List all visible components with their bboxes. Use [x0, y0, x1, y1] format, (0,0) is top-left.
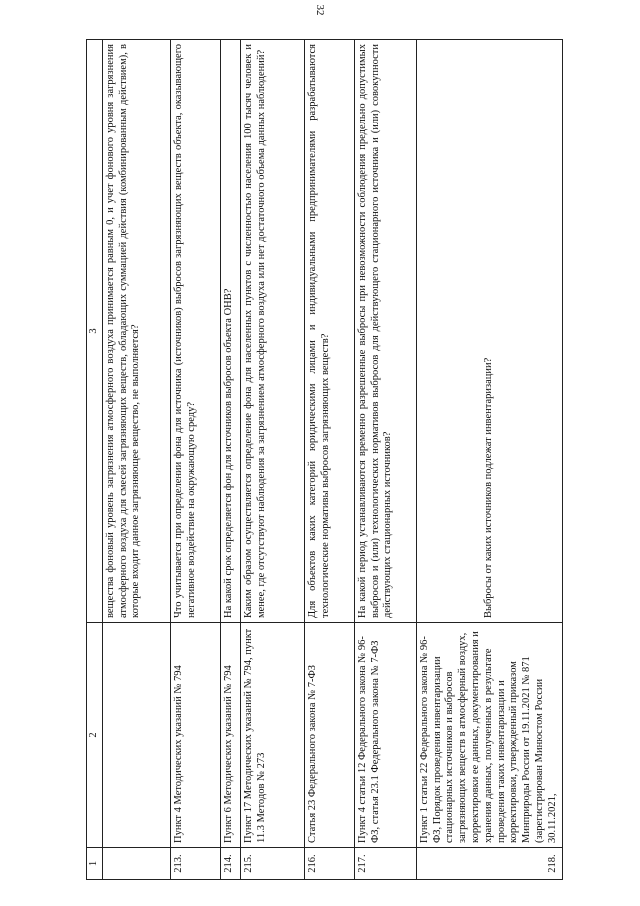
- row-legal-basis: Пункт 4 Методических указаний № 794: [170, 623, 220, 848]
- table-header-row: [87, 40, 103, 880]
- table-row: [304, 40, 354, 880]
- row-legal-basis: Пункт 1 статьи 22 Федерального закона № 96-ФЗ, Порядок проведения инвентаризации стационарных источников и выбросов загрязняющих веществ в атмосферный воздух, корректировки ее данных, документирования и хранения данных, полученных в результате проведения таких инвентаризации и корректировки, утвержденный приказом Минприроды России от 19.11.2021 № 871 (зарегистрирован Минюстом России 30.11.2021,: [416, 623, 562, 848]
- table-row: [354, 40, 416, 880]
- header-col-3: 3: [87, 40, 103, 623]
- row-legal-basis: Пункт 17 Методических указаний № 794, пункт 11.3 Методов № 273: [240, 623, 304, 848]
- row-question: Что учитывается при определении фона для источника (источников) выбросов загрязняющих веществ объекта, оказывающего негативное воздействие на окружающую среду?: [170, 40, 220, 623]
- page-number: 32: [314, 4, 326, 16]
- row-question: Каким образом осуществляется определение фона для населенных пунктов с численностью населения 100 тысяч человек и менее, где отсутствуют наблюдения за загрязнением атмосферного воздуха или нет достаточного объема данных наблюдений?: [240, 40, 304, 623]
- header-col-2: 2: [87, 623, 103, 848]
- row-legal-basis: [102, 623, 170, 848]
- row-question: вещества фоновый уровень загрязнения атмосферного воздуха принимается равным 0, и учет фонового уровня загрязнения атмосферного воздуха для смесей загрязняющих веществ, обладающих суммацией действия (комбинированным действием), в которые входит данное загрязняющее вещество, не выполняется?: [102, 40, 170, 623]
- table-row: [240, 40, 304, 880]
- header-col-1: 1: [87, 848, 103, 880]
- rotated-table-wrapper: [86, 40, 558, 880]
- table-row: [170, 40, 220, 880]
- row-number: 217.: [354, 848, 416, 880]
- row-legal-basis: Пункт 4 статьи 12 Федерального закона № 96-ФЗ, статья 23.1 Федерального закона № 7-ФЗ: [354, 623, 416, 848]
- row-legal-basis: Пункт 6 Методических указаний № 794: [220, 623, 240, 848]
- row-number: 215.: [240, 848, 304, 880]
- table-row: [102, 40, 170, 880]
- row-number: 214.: [220, 848, 240, 880]
- row-number: [102, 848, 170, 880]
- table-row: [220, 40, 240, 880]
- row-number: 216.: [304, 848, 354, 880]
- row-number: 213.: [170, 848, 220, 880]
- row-question: На какой период устанавливаются временно разрешенные выбросы при невозможности соблюдения предельно допустимых выбросов и (или) технологических нормативов выбросов для действующего стационарного источника и (или) совокупности действующих стационарных источников?: [354, 40, 416, 623]
- row-question: На какой срок определяется фон для источников выбросов объекта ОНВ?: [220, 40, 240, 623]
- row-legal-basis: Статья 23 Федерального закона № 7-ФЗ: [304, 623, 354, 848]
- table-row: [416, 40, 562, 880]
- requirements-table: [86, 39, 563, 880]
- row-number: 218.: [416, 848, 562, 880]
- row-question: Выбросы от каких источников подлежат инвентаризации?: [416, 40, 562, 623]
- row-question: Для объектов каких категорий юридическими лицами и индивидуальными предпринимателями разрабатываются технологические нормативы выбросов загрязняющих веществ?: [304, 40, 354, 623]
